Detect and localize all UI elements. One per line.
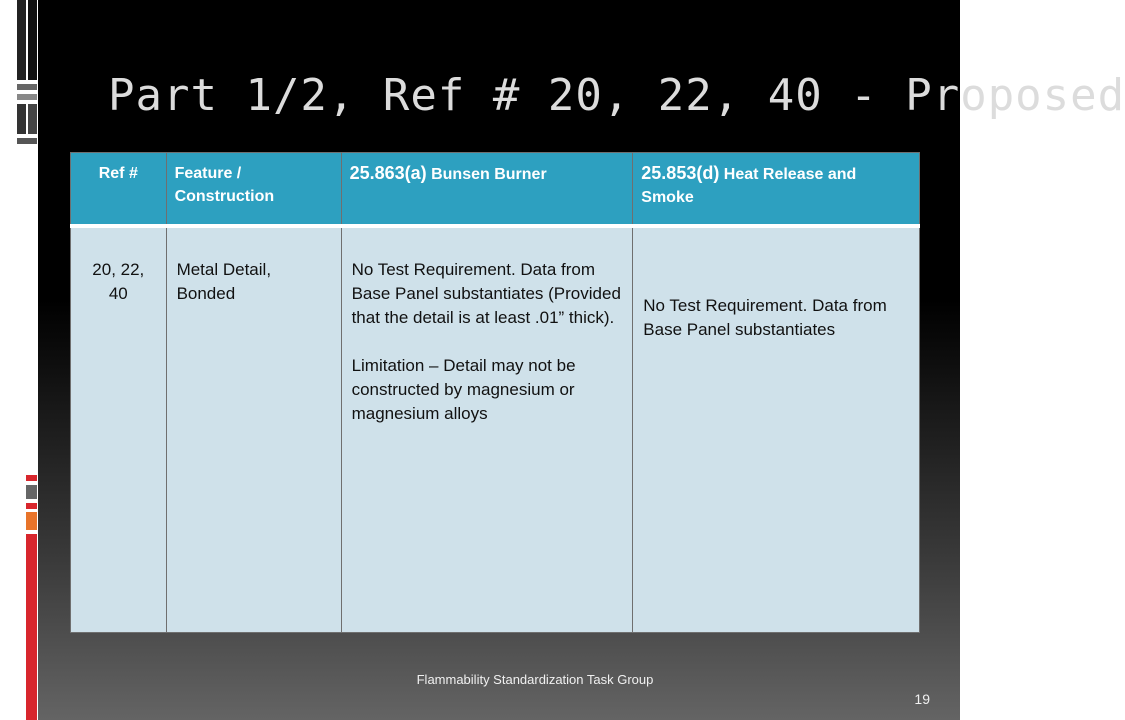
header-bunsen-text: Bunsen Burner bbox=[431, 166, 547, 183]
slide-title: Part 1/2, Ref # 20, 22, 40 - Proposed bbox=[108, 70, 1125, 121]
header-ref: Ref # bbox=[71, 153, 167, 227]
bunsen-paragraph-2: Limitation – Detail may not be constructed by magnesium or magnesium alloys bbox=[351, 356, 576, 423]
footer-text: Flammability Standardization Task Group bbox=[416, 672, 654, 687]
header-heat-release bbox=[633, 153, 920, 227]
cell-bunsen bbox=[341, 226, 633, 633]
header-heat-text: Heat Release and Smoke bbox=[641, 166, 857, 206]
table-header-row bbox=[71, 153, 920, 227]
cell-ref: 20, 22, 40 bbox=[71, 226, 167, 633]
comparison-table bbox=[70, 152, 920, 633]
table-row bbox=[71, 226, 920, 633]
page-number: 19 bbox=[914, 691, 930, 707]
cell-heat-release: No Test Requirement. Data from Base Panel substantiates bbox=[633, 226, 920, 633]
header-bunsen-number: 25.863(a) bbox=[349, 163, 427, 183]
header-heat-number: 25.853(d) bbox=[641, 163, 720, 183]
header-feature: Feature / Construction bbox=[166, 153, 341, 227]
header-bunsen-burner bbox=[341, 153, 633, 227]
cell-feature: Metal Detail, Bonded bbox=[166, 226, 341, 633]
bunsen-paragraph-1: No Test Requirement. Data from Base Panel substantiates (Provided that the detail is at least .01” thick). bbox=[351, 260, 621, 327]
